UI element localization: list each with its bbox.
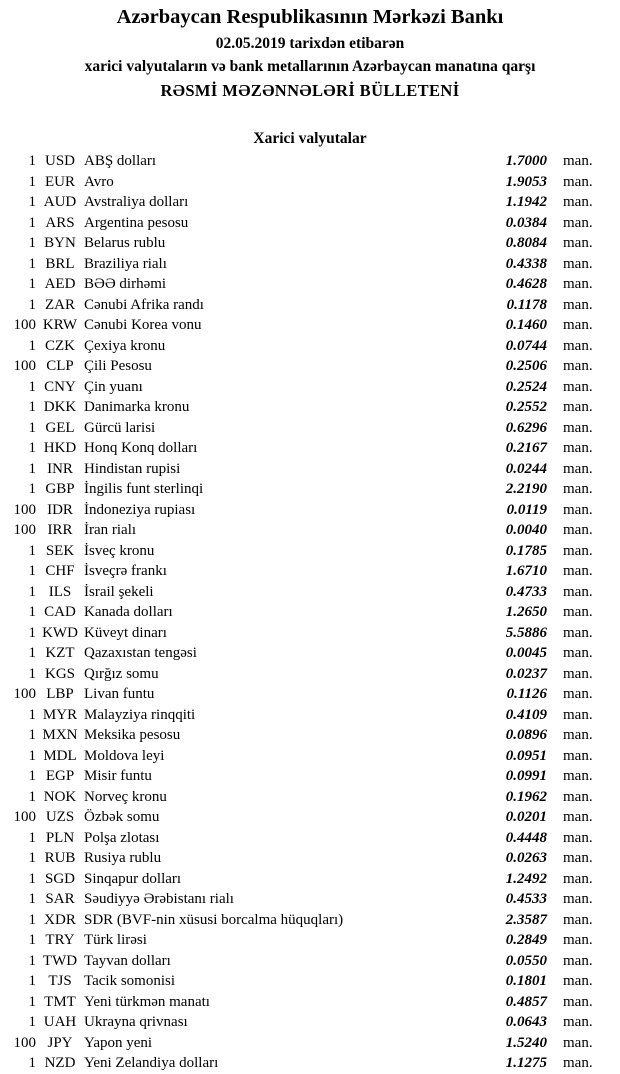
currency-quantity: 1 [28,665,36,682]
currency-name: Tacik somonisi [84,973,176,989]
currency-name: İsveç kronu [84,542,155,559]
exchange-rate-value: 0.0896 [505,727,547,743]
currency-unit-label: man. [563,788,593,805]
currency-row [0,951,620,972]
currency-name: SDR (BVF-nin xüsusi borcalma hüquqları) [84,911,344,928]
exchange-rate-value: 0.4109 [505,706,547,723]
currency-code: KGS [44,665,75,682]
exchange-rate-value: 0.1126 [506,686,547,702]
currency-name: Türk lirəsi [84,932,147,948]
exchange-rate-value: 1.5240 [505,1034,547,1051]
exchange-rate-value: 1.2650 [505,604,547,620]
currency-row [0,336,620,357]
bank-title: Azərbaycan Respublikasının Mərkəzi Bankı [116,6,504,28]
currency-unit-label: man. [563,1034,593,1051]
exchange-rate-value: 0.0040 [505,522,547,538]
currency-name: Çili Pesosu [84,358,152,374]
currency-name: Honq Konq dolları [84,440,198,456]
currency-row [0,356,620,377]
exchange-rate-value: 0.1460 [505,317,547,333]
exchange-rate-value: 1.6710 [505,563,547,579]
currency-code: SAR [45,891,75,907]
currency-name: Norveç kronu [84,788,167,805]
currency-quantity: 1 [28,440,36,456]
currency-code: HKD [43,440,77,456]
currency-name: BƏƏ dirhəmi [84,276,167,292]
currency-name: Braziliya rialı [84,255,167,272]
currency-code: KRW [42,317,78,333]
currency-unit-label: man. [563,973,593,989]
exchange-rate-value: 0.4628 [505,276,547,292]
currency-code: LBP [46,686,74,702]
currency-code: EUR [45,173,75,190]
effective-date-line: 02.05.2019 tarixdən etibarən [215,35,405,52]
currency-unit-label: man. [563,952,593,969]
currency-code: EGP [45,768,75,784]
currency-name: Səudiyyə Ərəbistanı rialı [84,891,234,907]
currency-code: XDR [44,911,76,928]
currency-row [0,500,620,521]
currency-quantity: 100 [13,686,36,702]
exchange-rate-value: 0.0991 [505,768,547,784]
currency-quantity: 1 [28,173,36,190]
currency-row [0,766,620,787]
currency-row [0,254,620,275]
currency-unit-label: man. [563,481,593,497]
subject-line: xarici valyutaların və bank metallarının Azərbaycan manatına qarşı [84,58,536,75]
currency-unit-label: man. [563,1014,593,1030]
currency-code: DKK [43,399,77,415]
currency-quantity: 1 [28,276,36,292]
currency-code: CLP [46,358,74,374]
currency-unit-label: man. [563,665,593,682]
currency-code: KZT [45,645,75,661]
currency-row [0,377,620,398]
currency-name: Özbək somu [84,809,160,825]
currency-quantity: 1 [28,542,36,559]
exchange-rate-value: 0.0119 [506,501,547,518]
currency-code: AUD [43,194,77,210]
currency-unit-label: man. [563,255,593,272]
exchange-rate-value: 5.5886 [505,624,547,641]
currency-quantity: 1 [28,399,36,415]
currency-row [0,1012,620,1033]
currency-quantity: 1 [28,1055,36,1071]
currency-name: Moldova leyi [84,747,165,764]
currency-quantity: 1 [28,993,36,1010]
currency-unit-label: man. [563,542,593,559]
currency-row [0,438,620,459]
currency-name: Qırğız somu [84,665,159,682]
currency-name: Sinqapur dolları [84,870,182,887]
currency-unit-label: man. [563,604,593,620]
currency-unit-label: man. [563,153,593,169]
currency-unit-label: man. [563,645,593,661]
currency-row [0,479,620,500]
currency-unit-label: man. [563,624,593,641]
currency-row [0,705,620,726]
currency-quantity: 1 [28,583,36,600]
currency-row [0,725,620,746]
currency-code: BYN [44,235,76,251]
currency-code: MXN [42,727,78,743]
currency-name: İran rialı [84,522,137,538]
currency-quantity: 1 [28,1014,36,1030]
exchange-rate-value: 0.4448 [505,829,547,846]
exchange-rate-value: 0.4533 [505,891,547,907]
currency-quantity: 1 [28,563,36,579]
currency-table [0,151,620,1074]
currency-quantity: 1 [28,891,36,907]
currency-unit-label: man. [563,829,593,846]
currency-unit-label: man. [563,686,593,702]
currency-row [0,869,620,890]
currency-row [0,971,620,992]
section-title-foreign-currencies: Xarici valyutalar [253,130,367,147]
currency-row [0,889,620,910]
currency-name: Tayvan dolları [84,952,171,969]
currency-row [0,315,620,336]
currency-quantity: 1 [28,378,36,395]
currency-code: TJS [48,973,72,989]
currency-name: İndoneziya rupiası [84,501,196,518]
currency-code: TMT [44,993,76,1010]
currency-code: GEL [45,419,75,436]
currency-unit-label: man. [563,809,593,825]
currency-unit-label: man. [563,563,593,579]
currency-row [0,582,620,603]
currency-quantity: 1 [28,255,36,272]
currency-row [0,172,620,193]
currency-unit-label: man. [563,173,593,190]
currency-unit-label: man. [563,747,593,764]
exchange-rate-value: 2.2190 [505,481,547,497]
exchange-rate-value: 0.2552 [505,399,547,415]
currency-row [0,910,620,931]
exchange-rate-value: 1.2492 [505,870,547,887]
currency-name: Livan funtu [84,686,155,702]
exchange-rate-value: 0.4857 [505,993,547,1010]
currency-code: RUB [44,850,76,866]
currency-quantity: 1 [28,419,36,436]
currency-name: Meksika pesosu [84,727,181,743]
currency-name: ABŞ dolları [84,153,157,169]
currency-name: Polşa zlotası [84,829,160,846]
currency-unit-label: man. [563,522,593,538]
currency-code: ARS [45,214,75,231]
currency-name: Danimarka kronu [84,399,190,415]
currency-unit-label: man. [563,399,593,415]
currency-code: ILS [48,583,72,600]
currency-name: İngilis funt sterlinqi [84,481,204,497]
currency-code: NOK [43,788,77,805]
currency-code: CZK [45,337,75,354]
currency-name: Yeni türkmən manatı [84,993,210,1010]
exchange-rate-value: 0.2524 [505,378,547,395]
currency-unit-label: man. [563,768,593,784]
bulletin-header [0,0,620,100]
currency-unit-label: man. [563,358,593,374]
currency-unit-label: man. [563,296,593,313]
currency-name: İsveçrə frankı [84,563,167,579]
currency-quantity: 1 [28,153,36,169]
currency-code: UAH [43,1014,77,1030]
currency-row [0,623,620,644]
currency-quantity: 1 [28,829,36,846]
currency-quantity: 1 [28,850,36,866]
currency-name: Hindistan rupisi [84,460,181,477]
currency-row [0,541,620,562]
currency-name: Argentina pesosu [84,214,189,231]
exchange-rate-value: 0.8084 [505,235,547,251]
exchange-rate-value: 1.7000 [505,153,547,169]
currency-code: PLN [45,829,75,846]
currency-quantity: 1 [28,911,36,928]
currency-row [0,459,620,480]
currency-quantity: 1 [28,645,36,661]
currency-code: IRR [47,522,73,538]
currency-name: İsrail şekeli [84,583,154,600]
currency-unit-label: man. [563,440,593,456]
exchange-rate-value: 0.6296 [505,419,547,436]
currency-row [0,930,620,951]
currency-unit-label: man. [563,194,593,210]
currency-row [0,1033,620,1054]
currency-code: IDR [47,501,73,518]
exchange-rate-value: 0.0384 [505,214,547,231]
currency-row [0,828,620,849]
currency-unit-label: man. [563,993,593,1010]
currency-quantity: 1 [28,747,36,764]
currency-row [0,561,620,582]
exchange-rate-value: 0.0244 [505,460,547,477]
currency-row [0,192,620,213]
exchange-rate-value: 1.1942 [505,194,547,210]
currency-code: MYR [42,706,78,723]
currency-row [0,295,620,316]
currency-name: Yapon yeni [84,1034,153,1051]
currency-code: GBP [45,481,75,497]
currency-quantity: 1 [28,624,36,641]
currency-unit-label: man. [563,501,593,518]
currency-quantity: 1 [28,788,36,805]
currency-code: JPY [47,1034,73,1051]
currency-unit-label: man. [563,419,593,436]
currency-quantity: 100 [13,1034,36,1051]
exchange-rate-value: 0.0550 [505,952,547,969]
currency-quantity: 1 [28,973,36,989]
currency-quantity: 1 [28,460,36,477]
exchange-rate-value: 0.0951 [505,747,547,764]
currency-name: Misir funtu [84,768,152,784]
currency-unit-label: man. [563,870,593,887]
currency-row [0,233,620,254]
currency-quantity: 1 [28,952,36,969]
currency-quantity: 1 [28,768,36,784]
exchange-rate-value: 0.2849 [505,932,547,948]
currency-quantity: 1 [28,604,36,620]
currency-row [0,664,620,685]
currency-name: Küveyt dinarı [84,624,167,641]
currency-name: Belarus rublu [84,235,166,251]
currency-row [0,151,620,172]
currency-unit-label: man. [563,214,593,231]
currency-code: CAD [44,604,76,620]
exchange-rate-value: 0.1178 [506,296,547,313]
currency-name: Cənubi Korea vonu [84,317,202,333]
currency-row [0,274,620,295]
currency-name: Kanada dolları [84,604,173,620]
currency-unit-label: man. [563,337,593,354]
currency-row [0,746,620,767]
currency-name: Avstraliya dolları [84,194,189,210]
currency-unit-label: man. [563,850,593,866]
currency-name: Yeni Zelandiya dolları [84,1055,219,1071]
currency-quantity: 100 [13,501,36,518]
currency-row [0,684,620,705]
currency-unit-label: man. [563,727,593,743]
exchange-rate-value: 1.9053 [505,173,547,190]
exchange-rate-value: 0.2506 [505,358,547,374]
currency-code: USD [44,153,75,169]
exchange-rate-value: 0.0263 [505,850,547,866]
currency-name: Çexiya kronu [84,337,166,354]
exchange-rate-value: 0.0201 [505,809,547,825]
currency-code: AED [44,276,76,292]
currency-code: NZD [44,1055,76,1071]
currency-code: ZAR [45,296,75,313]
currency-name: Cənubi Afrika randı [84,296,204,313]
exchange-rate-value: 1.1275 [505,1055,547,1071]
currency-name: Ukrayna qrivnası [84,1014,188,1030]
currency-name: Malayziya rinqqiti [84,706,196,723]
currency-quantity: 1 [28,194,36,210]
currency-unit-label: man. [563,378,593,395]
currency-unit-label: man. [563,317,593,333]
currency-quantity: 1 [28,706,36,723]
currency-name: Çin yuanı [84,378,143,395]
currency-code: CHF [45,563,75,579]
exchange-rate-value: 0.2167 [505,440,547,456]
currency-code: SGD [44,870,75,887]
currency-quantity: 1 [28,481,36,497]
exchange-rate-value: 0.0643 [505,1014,547,1030]
currency-row [0,807,620,828]
exchange-rate-value: 2.3587 [505,911,547,928]
currency-code: CNY [44,378,76,395]
exchange-rate-value: 0.0744 [505,337,547,354]
currency-code: MDL [43,747,77,764]
currency-unit-label: man. [563,235,593,251]
currency-row [0,787,620,808]
currency-code: SEK [45,542,75,559]
exchange-rate-value: 0.4733 [505,583,547,600]
currency-name: Avro [84,173,114,190]
currency-quantity: 100 [13,317,36,333]
currency-row [0,848,620,869]
currency-row [0,602,620,623]
currency-code: UZS [45,809,75,825]
currency-unit-label: man. [563,891,593,907]
currency-row [0,418,620,439]
exchange-rate-value: 0.0045 [505,645,547,661]
currency-row [0,520,620,541]
currency-code: TRY [45,932,75,948]
currency-name: Gürcü larisi [84,419,156,436]
currency-unit-label: man. [563,1055,593,1071]
currency-quantity: 1 [28,727,36,743]
currency-unit-label: man. [563,911,593,928]
currency-row [0,643,620,664]
currency-row [0,992,620,1013]
currency-quantity: 100 [13,358,36,374]
currency-quantity: 100 [13,809,36,825]
currency-row [0,213,620,234]
exchange-rate-value: 0.1962 [505,788,547,805]
bulletin-title: RƏSMİ MƏZƏNNƏLƏRİ BÜLLETENİ [160,81,460,100]
currency-code: KWD [42,624,78,641]
currency-unit-label: man. [563,460,593,477]
currency-row [0,1053,620,1074]
currency-unit-label: man. [563,706,593,723]
exchange-rate-value: 0.0237 [505,665,547,682]
currency-quantity: 100 [13,522,36,538]
currency-row [0,397,620,418]
currency-quantity: 1 [28,337,36,354]
currency-name: Rusiya rublu [84,850,162,866]
currency-unit-label: man. [563,583,593,600]
currency-quantity: 1 [28,235,36,251]
currency-name: Qazaxıstan tengəsi [84,645,197,661]
currency-quantity: 1 [28,870,36,887]
currency-code: TWD [42,952,78,969]
currency-code: INR [47,460,73,477]
currency-code: BRL [45,255,75,272]
currency-quantity: 1 [28,296,36,313]
exchange-rate-value: 0.1785 [505,542,547,559]
exchange-rate-value: 0.4338 [505,255,547,272]
exchange-rate-value: 0.1801 [505,973,547,989]
currency-unit-label: man. [563,932,593,948]
currency-unit-label: man. [563,276,593,292]
currency-quantity: 1 [28,932,36,948]
currency-quantity: 1 [28,214,36,231]
